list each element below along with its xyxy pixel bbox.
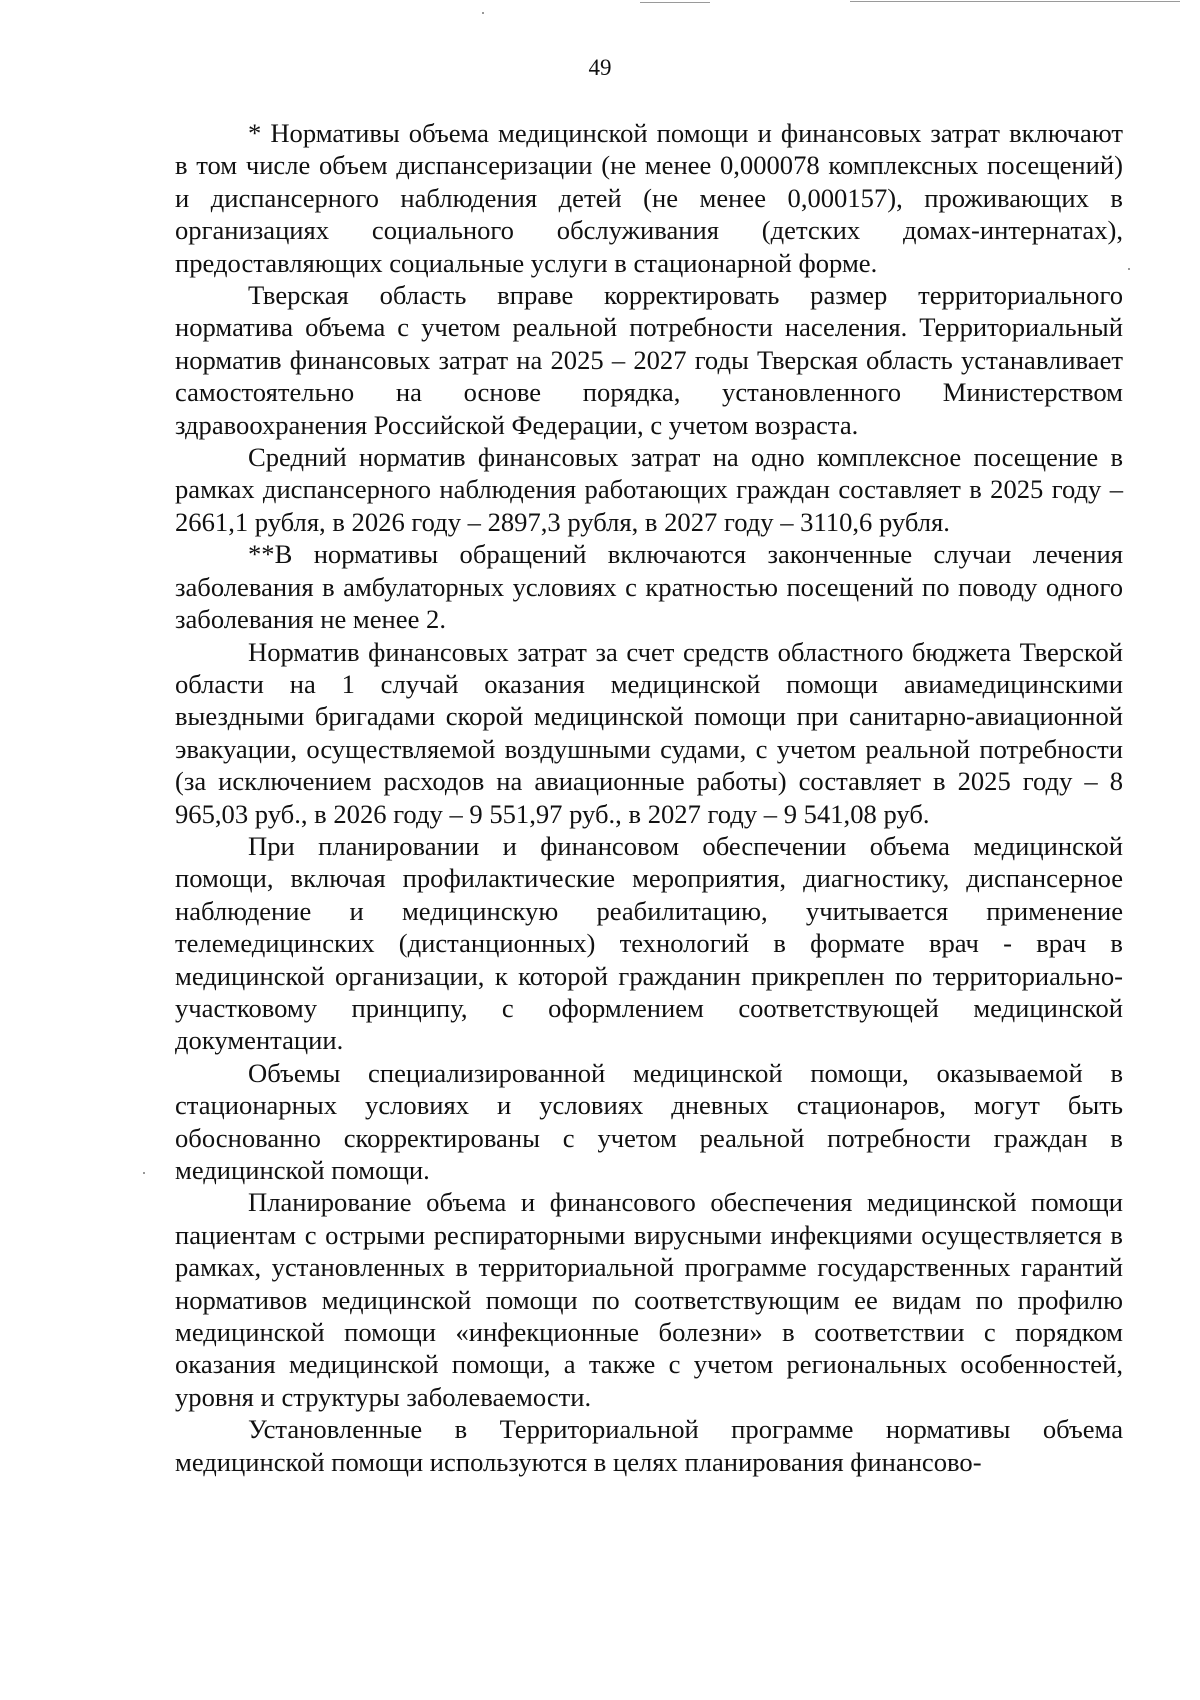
paragraph: * Нормативы объема медицинской помощи и финансовых затрат включают в том числе объем диспансеризации (не менее 0,000078 комплексных посещений) и диспансерного наблюдения детей (не менее 0,000157), проживающих в организациях социального обслуживания (детских домах-интернатах), предоставляющих социальные услуги в стационарной форме. — [175, 118, 1123, 278]
paragraph: **В нормативы обращений включаются законченные случаи лечения заболевания в амбулаторных условиях с кратностью посещений по поводу одного заболевания не менее 2. — [175, 539, 1123, 635]
paragraph: Тверская область вправе корректировать размер территориального норматива объема с учетом реальной потребности населения. Территориальный норматив финансовых затрат на 2025 – 2027 годы Тверская область устанавливает самостоятельно на основе порядка, установленного Министерством здравоохранения Российской Федерации, с учетом возраста. — [175, 280, 1123, 440]
scan-artifact — [1128, 268, 1130, 270]
paragraph: Норматив финансовых затрат за счет средств областного бюджета Тверской области на 1 случай оказания медицинской помощи авиамедицинскими выездными бригадами скорой медицинской помощи при санитарно-авиационной эвакуации, осуществляемой воздушными судами, с учетом реальной потребности (за исключением расходов на авиационные работы) составляет в 2025 году – 8 965,03 руб., в 2026 году – 9 551,97 руб., в 2027 году – 9 541,08 руб. — [175, 636, 1123, 829]
page-number: 49 — [588, 55, 612, 80]
paragraph: При планировании и финансовом обеспечении объема медицинской помощи, включая профилактические мероприятия, диагностику, диспансерное наблюдение и медицинскую реабилитацию, учитывается применение телемедицинских (дистанционных) технологий в формате врач - врач в медицинской организации, к которой гражданин прикреплен по территориально-участковому принципу, с оформлением соответствующей медицинской документации. — [175, 830, 1123, 1056]
scan-artifact — [850, 1, 1180, 2]
scan-artifact — [640, 2, 710, 3]
scan-artifact — [143, 1172, 145, 1174]
paragraph: Средний норматив финансовых затрат на одно комплексное посещение в рамках диспансерного наблюдения работающих граждан составляет в 2025 году – 2661,1 рубля, в 2026 году – 2897,3 рубля, в 2027 году – 3110,6 рубля. — [175, 442, 1123, 537]
paragraph: Объемы специализированной медицинской помощи, оказываемой в стационарных условиях и условиях дневных стационаров, могут быть обоснованно скорректированы с учетом реальной потребности граждан в медицинской помощи. — [175, 1057, 1123, 1185]
scan-artifact — [482, 12, 484, 14]
paragraph: Установленные в Территориальной программе нормативы объема медицинской помощи используются в целях планирования финансово- — [175, 1414, 1123, 1477]
paragraph: Планирование объема и финансового обеспечения медицинской помощи пациентам с острыми респираторными вирусными инфекциями осуществляется в рамках, установленных в территориальной программе государственных гарантий нормативов медицинской помощи по соответствующим ее видам по профилю медицинской помощи «инфекционные болезни» в соответствии с порядком оказания медицинской помощи, а также с учетом региональных особенностей, уровня и структуры заболеваемости. — [175, 1187, 1123, 1412]
document-body — [175, 117, 1123, 1478]
